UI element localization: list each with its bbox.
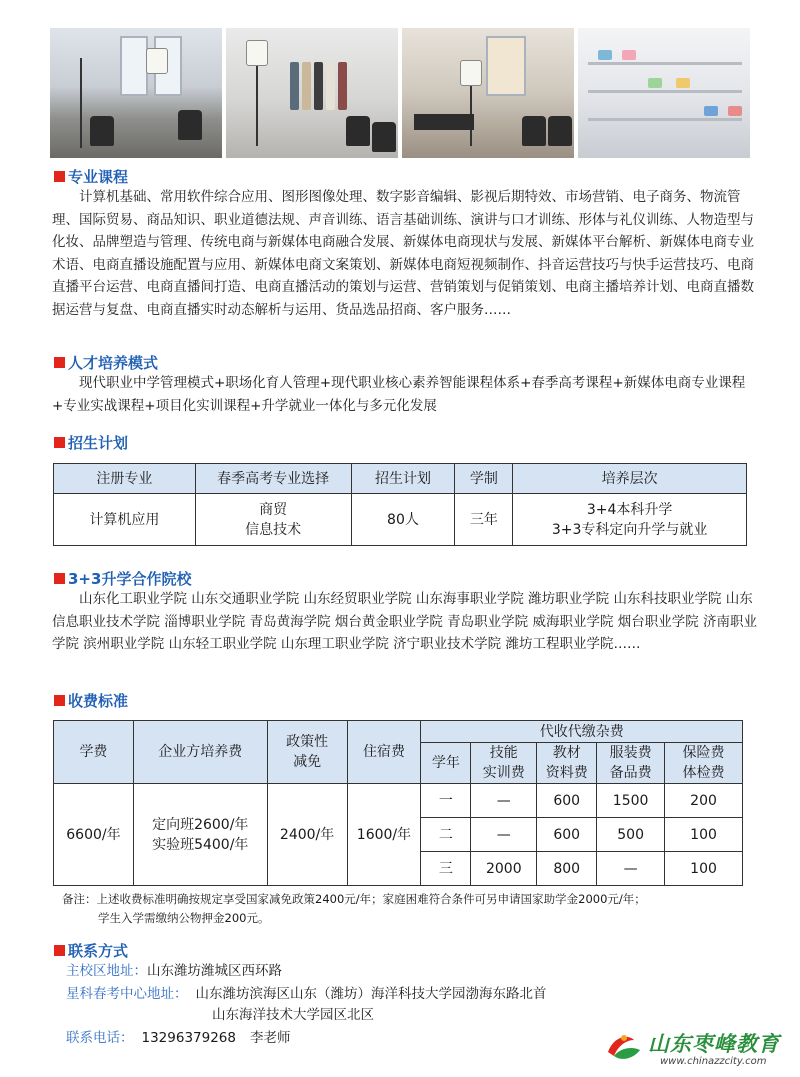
fee-uniform: 500: [597, 818, 665, 852]
fee-header: 保险费 体检费: [665, 743, 743, 784]
star-center-address: 星科春考中心地址： 山东潍坊滨海区山东（潍坊）海洋科技大学园渤海东路北首: [66, 986, 547, 1002]
fee-year: 三: [421, 852, 471, 886]
showroom-photo: [578, 28, 750, 158]
brand-url[interactable]: www.chinazzcity.com: [660, 1056, 767, 1067]
bullet-square-icon: [54, 437, 65, 448]
training-room-photo: [402, 28, 574, 158]
fee-uniform: 1500: [597, 784, 665, 818]
plan-header: 招生计划: [351, 464, 455, 494]
fees-title: 收费标准: [54, 690, 128, 711]
fee-books: 800: [537, 852, 597, 886]
fee-enterprise: 定向班2600/年 实验班5400/年: [133, 784, 267, 886]
fee-uniform: —: [597, 852, 665, 886]
fee-note: 备注：上述收费标准明确按规定享受国家减免政策2400元/年；家庭困难符合条件可另申请国家助学金2000元/年； 学生入学需缴纳公物押金200元。: [62, 892, 646, 925]
plan-header: 春季高考专业选择: [195, 464, 351, 494]
plan-major: 计算机应用: [54, 494, 196, 546]
bullet-square-icon: [54, 171, 65, 182]
plan-header: 培养层次: [513, 464, 747, 494]
contact-title: 联系方式: [54, 940, 128, 961]
mode-title: 人才培养模式: [54, 352, 158, 373]
plan-title: 招生计划: [54, 432, 128, 453]
main-campus-address: 主校区地址：山东潍坊潍城区西环路: [66, 963, 282, 979]
plan-header: 学制: [455, 464, 513, 494]
fee-lodging: 1600/年: [347, 784, 421, 886]
schools-text: 山东化工职业学院 山东交通职业学院 山东经贸职业学院 山东海事职业学院 潍坊职业学院 山东科技职业学院 山东信息职业技术学院 淄博职业学院 青岛黄海学院 烟台黄金职业学院 青岛职业学院 威海职业学院 烟台职业学院 济南职业学院 滨州职业学院 山东轻工职业学院 山东理工职业学院 济宁职业技术学院 潍坊工程职业学院……: [52, 591, 758, 653]
fee-year: 二: [421, 818, 471, 852]
bullet-square-icon: [54, 945, 65, 956]
fee-header: 住宿费: [347, 721, 421, 784]
enrollment-plan-table: [53, 463, 747, 546]
schools-title: 3+3升学合作院校: [54, 568, 191, 589]
leaf-logo-icon: [604, 1030, 644, 1064]
bullet-square-icon: [54, 357, 65, 368]
mode-text: 现代职业中学管理模式+职场化育人管理+现代职业核心素养智能课程体系+春季高考课程+新媒体电商专业课程+专业实战课程+项目化实训课程+升学就业一体化与多元化发展: [52, 375, 746, 414]
contact-phone: 联系电话： 13296379268 李老师: [66, 1030, 291, 1046]
fee-header: 服装费 备品费: [597, 743, 665, 784]
photo-strip: [50, 28, 750, 158]
fee-tuition: 6600/年: [54, 784, 134, 886]
courses-title: 专业课程: [54, 166, 128, 187]
fee-header: 学费: [54, 721, 134, 784]
plan-quota: 80人: [351, 494, 455, 546]
fee-header: 代收代缴杂费: [421, 721, 743, 743]
courses-text: 计算机基础、常用软件综合应用、图形图像处理、数字影音编辑、影视后期特效、市场营销、电子商务、物流管理、国际贸易、商品知识、职业道德法规、声音训练、语言基础训练、演讲与口才训练、形体与礼仪训练、人物造型与化妆、品牌塑造与管理、传统电商与新媒体电商融合发展、新媒体电商现状与发展、新媒体平台解析、新媒体电商专业术语、电商直播设施配置与应用、新媒体电商文案策划、新媒体电商短视频制作、抖音运营技巧与快手运营技巧、电商直播平台运营、电商直播间打造、电商直播活动的策划与运营、营销策划与促销策划、电商主播培养计划、电商直播数据运营与复盘、电商直播实时动态解析与运用、货品选品招商、客户服务……: [52, 189, 754, 318]
plan-header: 注册专业: [54, 464, 196, 494]
fee-header: 企业方培养费: [133, 721, 267, 784]
bullet-square-icon: [54, 695, 65, 706]
studio-photo: [226, 28, 398, 158]
fee-header: 政策性 减免: [267, 721, 347, 784]
fee-books: 600: [537, 784, 597, 818]
brand-logo: [598, 1024, 798, 1074]
fee-header: 技能 实训费: [471, 743, 537, 784]
fee-year: 一: [421, 784, 471, 818]
fee-header: 教材 资料费: [537, 743, 597, 784]
classroom-photo: [50, 28, 222, 158]
fee-insurance: 200: [665, 784, 743, 818]
star-center-address-line2: 山东海洋技术大学园区北区: [212, 1007, 374, 1023]
bullet-square-icon: [54, 573, 65, 584]
fee-insurance: 100: [665, 852, 743, 886]
plan-choice: 商贸 信息技术: [195, 494, 351, 546]
fee-insurance: 100: [665, 818, 743, 852]
fee-skill: —: [471, 784, 537, 818]
fee-skill: —: [471, 818, 537, 852]
fee-policy: 2400/年: [267, 784, 347, 886]
brand-name: 山东枣峰教育: [648, 1032, 780, 1056]
fee-header: 学年: [421, 743, 471, 784]
fee-table: [53, 720, 743, 886]
plan-level: 3+4本科升学 3+3专科定向升学与就业: [513, 494, 747, 546]
fee-books: 600: [537, 818, 597, 852]
fee-skill: 2000: [471, 852, 537, 886]
plan-years: 三年: [455, 494, 513, 546]
